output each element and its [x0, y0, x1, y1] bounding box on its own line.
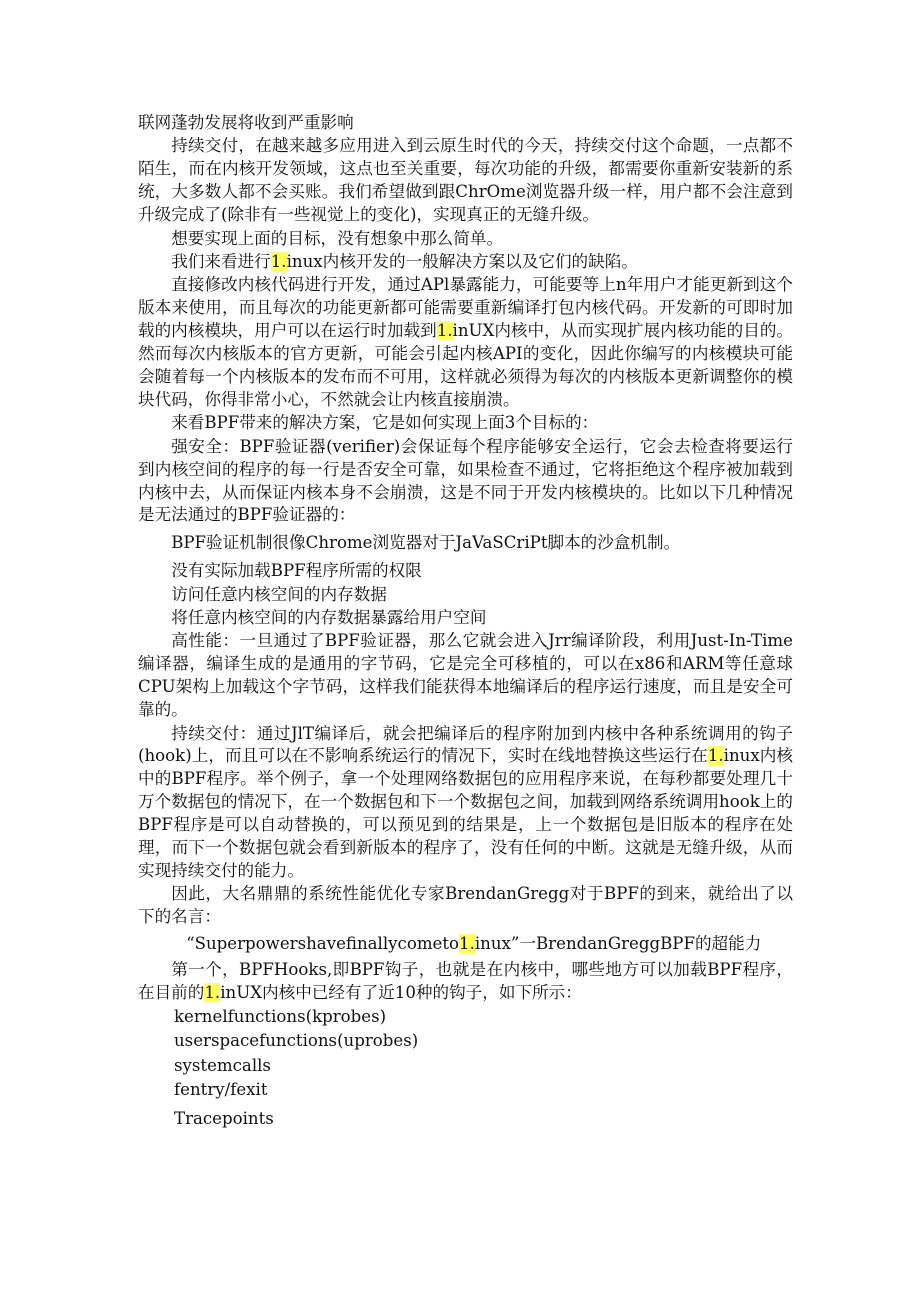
paragraph-container	[138, 112, 793, 1005]
paragraph-text: 强安全：BPF验证器(verifier)会保证每个程序能够安全运行，它会去检查将要运行到内核空间的程序的每一行是否安全可靠，如果检查不通过，它将拒绝这个程序被加载到内核中去，从而保证内核本身不会崩溃，这是不同于开发内核模块的。比如以下几种情况是无法通过的BPF验证器的：	[138, 436, 793, 525]
paragraph-text: 访问任意内核空间的内存数据	[171, 584, 387, 604]
paragraph	[138, 436, 793, 528]
list-item: userspacefunctions(uprobes)	[174, 1031, 419, 1051]
paragraph	[138, 251, 793, 274]
paragraph-text: inux内核开发的一般解决方案以及它们的缺陷。	[286, 251, 638, 271]
paragraph-text: 将任意内核空间的内存数据暴露给用户空间	[171, 608, 487, 628]
paragraph-text: 联网蓬勃发展将收到严重影响	[138, 113, 354, 132]
paragraph-text: 想要实现上面的目标，没有想象中那么简单。	[171, 228, 504, 248]
paragraph	[138, 630, 793, 722]
paragraph	[138, 135, 793, 227]
paragraph-text: 持续交付：通过JlT编译后，就会把编译后的程序附加到内核中各种系统调用的钩子(hook)上，而且可以在不影响系统运行的情况下，实时在线地替换这些运行在	[138, 723, 793, 766]
document-body	[138, 112, 793, 1131]
paragraph-text: inux内核中的BPF程序。举个例子，拿一个处理网络数据包的应用程序来说，在每秒都要处理几十万个数据包的情况下，在一个数据包和下一个数据包之间，加载到网络系统调用hook上的BPF程序是可以自动替换的，可以预见到的结果是，上一个数据包是旧版本的程序在处理，而下一个数据包就会看到新版本的程序了，没有任何的中断。这就是无缝升级，从而实现持续交付的能力。	[138, 746, 793, 880]
list-item: kernelfunctions(kprobes)	[174, 1006, 387, 1026]
paragraph-text: 我们来看进行	[171, 251, 271, 271]
paragraph-text: 高性能：一旦通过了BPF验证器，那么它就会进入Jrr编译阶段，利用Just-In-Time编译器，编译生成的是通用的字节码，它是完全可移植的，可以在x86和ARM等任意球CPU架构上加载这个字节码，这样我们能获得本地编译后的程序运行速度，而且是安全可靠的。	[138, 631, 793, 720]
paragraph	[138, 112, 793, 135]
paragraph-text: “Superpowershavefinallycometo	[186, 934, 460, 954]
paragraph	[138, 607, 793, 630]
paragraph-text: 来看BPF带来的解决方案，它是如何实现上面3个目标的：	[171, 413, 599, 433]
paragraph	[138, 560, 793, 583]
paragraph	[138, 723, 793, 883]
paragraph-text: inux”一BrendanGreggBPF的超能力	[474, 934, 762, 954]
paragraph-text: 直接修改内核代码进行开发，通过APl暴露能力，可能要等上n年用户才能更新到这个版本来使用，而且每次的功能更新都可能需要重新编译打包内核代码。开发新的可即时加载的内核模块，用户可以在运行时加载到	[138, 275, 793, 341]
paragraph-text: 没有实际加载BPF程序所需的权限	[171, 561, 422, 581]
paragraph-text: inUX内核中，从而实现扩展内核功能的目的。然而每次内核版本的官方更新，可能会引起内核API的变化，因此你编写的内核模块可能会随着每一个内核版本的发布而不可用，这样就必须得为每次的内核版本更新调整你的模块代码，你得非常小心，不然就会让内核直接崩溃。	[138, 321, 794, 409]
paragraph	[138, 584, 793, 607]
paragraph	[138, 532, 793, 555]
bpf-hooks-list	[138, 1005, 793, 1132]
highlighted-text: 1.	[204, 983, 221, 1003]
paragraph-text: 因此，大名鼎鼎的系统性能优化专家BrendanGregg对于BPF的到来，就给出了以下的名言：	[138, 884, 793, 927]
paragraph	[138, 228, 793, 251]
paragraph-text: BPF验证机制很像Chrome浏览器对于JaVaSCriPt脚本的沙盒机制。	[171, 533, 681, 553]
paragraph-text: 第一个，BPFHooks,即BPF钩子，也就是在内核中，哪些地方可以加载BPF程序，在目前的	[138, 960, 793, 1003]
highlighted-text: 1.	[270, 251, 287, 271]
highlighted-text: 1.	[459, 934, 475, 954]
paragraph	[138, 274, 793, 411]
list-item: fentry/fexit	[174, 1080, 268, 1100]
list-item: systemcalls	[174, 1055, 271, 1075]
paragraph	[138, 959, 793, 1005]
paragraph	[138, 883, 793, 929]
highlighted-text: 1.	[436, 321, 453, 341]
paragraph-text: 持续交付，在越来越多应用进入到云原生时代的今天，持续交付这个命题，一点都不陌生，而在内核开发领域，这点也至关重要，每次功能的升级，都需要你重新安装新的系统，大多数人都不会买账。我们希望做到跟ChrOme浏览器升级一样，用户都不会注意到升级完成了(除非有一些视觉上的变化)，实现真正的无缝升级。	[138, 136, 793, 225]
paragraph-text: inUX内核中已经有了近10种的钩子，如下所示：	[220, 983, 582, 1003]
list-item: Tracepoints	[174, 1108, 274, 1128]
paragraph	[138, 412, 793, 435]
highlighted-text: 1.	[707, 746, 724, 766]
paragraph	[138, 933, 793, 956]
